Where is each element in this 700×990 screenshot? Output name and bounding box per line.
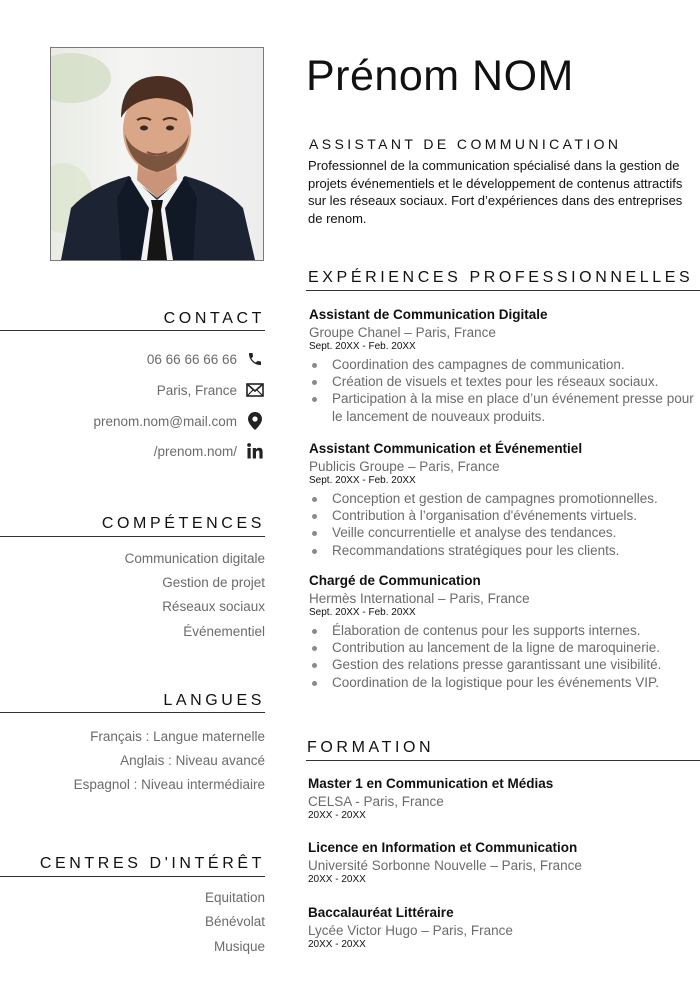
skills-divider — [0, 536, 265, 537]
address-text: Paris, France — [156, 382, 237, 398]
education-heading: FORMATION — [307, 739, 435, 756]
job-bullet: Coordination des campagnes de communication. — [309, 356, 694, 373]
job-entry-dates: Sept. 20XX - Feb. 20XX — [309, 341, 416, 352]
skill-item: Communication digitale — [124, 551, 265, 566]
job-bullet: Veille concurrentielle et analyse des tendances. — [309, 524, 694, 541]
language-item: Espagnol : Niveau intermédiaire — [73, 777, 265, 792]
job-bullet: Conception et gestion de campagnes promotionnelles. — [309, 490, 694, 507]
job-bullet: Contribution à l’organisation d'événements virtuels. — [309, 507, 694, 524]
skill-item: Gestion de projet — [162, 575, 265, 590]
job-entry-bullets — [309, 356, 694, 425]
profile-portrait-illustration — [51, 48, 263, 260]
job-bullet: Participation à la mise en place d’un événement presse pour le lancement de nouveaux produits. — [309, 390, 694, 424]
job-entry-company: Hermès International – Paris, France — [309, 591, 530, 606]
contact-divider — [0, 330, 265, 331]
education-degree: Licence en Information et Communication — [308, 840, 578, 855]
education-divider — [306, 760, 700, 761]
job-bullet: Coordination de la logistique pour les événements VIP. — [309, 674, 694, 691]
education-dates: 20XX - 20XX — [308, 939, 366, 950]
job-bullet: Contribution au lancement de la ligne de maroquinerie. — [309, 639, 694, 656]
profile-photo — [50, 47, 264, 261]
job-entry-title: Chargé de Communication — [309, 573, 481, 588]
education-degree: Master 1 en Communication et Médias — [308, 776, 554, 791]
language-item: Anglais : Niveau avancé — [120, 753, 265, 768]
job-entry-company: Publicis Groupe – Paris, France — [309, 459, 500, 474]
language-item: Français : Langue maternelle — [90, 729, 265, 744]
location-pin-icon — [246, 412, 264, 430]
interests-heading: CENTRES D'INTÉRÊT — [39, 855, 265, 872]
job-entry-dates: Sept. 20XX - Feb. 20XX — [309, 607, 416, 618]
experience-divider — [306, 290, 700, 291]
job-entry-bullets — [309, 490, 694, 559]
job-bullet: Élaboration de contenus pour les supports internes. — [309, 622, 694, 639]
job-entry-bullets — [309, 622, 694, 691]
education-dates: 20XX - 20XX — [308, 810, 366, 821]
contact-phone — [147, 350, 264, 368]
education-degree: Baccalauréat Littéraire — [308, 905, 454, 920]
education-school: Université Sorbonne Nouvelle – Paris, France — [308, 858, 582, 873]
job-entry-company: Groupe Chanel – Paris, France — [309, 325, 496, 340]
job-bullet: Création de visuels et textes pour les réseaux sociaux. — [309, 373, 694, 390]
education-entry — [308, 840, 693, 885]
education-school: Lycée Victor Hugo – Paris, France — [308, 923, 513, 938]
job-entry-title: Assistant Communication et Événementiel — [309, 441, 583, 456]
education-school: CELSA - Paris, France — [308, 794, 444, 809]
job-entry — [309, 573, 694, 691]
interest-item: Bénévolat — [204, 914, 265, 929]
email-text[interactable]: prenom.nom@mail.com — [93, 413, 237, 429]
contact-heading: CONTACT — [163, 310, 265, 327]
interest-item: Equitation — [204, 890, 265, 905]
job-entry-title: Assistant de Communication Digitale — [309, 307, 548, 322]
interest-item: Musique — [213, 939, 265, 954]
languages-divider — [0, 712, 265, 713]
education-dates: 20XX - 20XX — [308, 874, 366, 885]
job-entry — [309, 307, 694, 425]
interests-divider — [0, 876, 265, 877]
skill-item: Événementiel — [183, 624, 265, 639]
linkedin-text[interactable]: /prenom.nom/ — [153, 443, 237, 459]
phone-number: 06 66 66 66 66 — [146, 351, 237, 367]
job-entry — [309, 441, 694, 559]
experience-heading: EXPÉRIENCES PROFESSIONNELLES — [308, 269, 694, 286]
job-title: ASSISTANT DE COMMUNICATION — [309, 136, 622, 152]
job-bullet: Recommandations stratégiques pour les clients. — [309, 542, 694, 559]
job-bullet: Gestion des relations presse garantissant une visibilité. — [309, 656, 694, 673]
envelope-icon — [246, 381, 264, 399]
contact-address — [157, 381, 264, 399]
job-entry-dates: Sept. 20XX - Feb. 20XX — [309, 475, 416, 486]
candidate-name: Prénom NOM — [306, 52, 574, 100]
education-entry — [308, 776, 693, 821]
skill-item: Réseaux sociaux — [162, 599, 265, 614]
languages-heading: LANGUES — [163, 692, 265, 709]
skills-heading: COMPÉTENCES — [101, 515, 265, 532]
education-entry — [308, 905, 693, 950]
linkedin-icon — [246, 442, 264, 460]
contact-linkedin — [154, 442, 264, 460]
profile-summary: Professionnel de la communication spécialisé dans la gestion de projets événementiels et le développement de contenus attractifs sur les réseaux sociaux. Fort d’expériences dans des entreprises de renom. — [308, 158, 683, 226]
contact-email — [94, 412, 265, 430]
phone-icon — [246, 350, 264, 368]
